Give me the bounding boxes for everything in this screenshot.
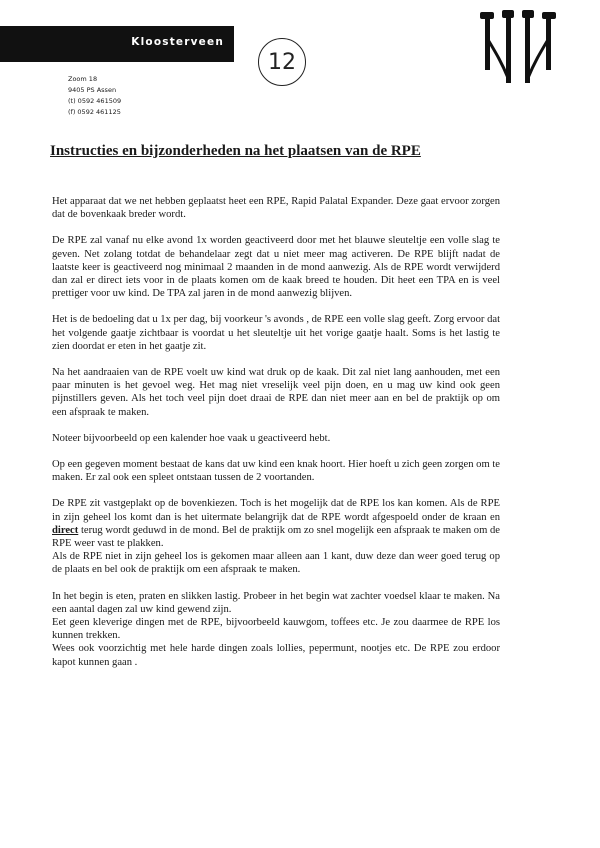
emphasis-direct: direct bbox=[52, 524, 79, 536]
paragraph-eating: In het begin is eten, praten en slikken lastig. Probeer in het begin wat zachter voedsel klaar te maken. Na een aantal dagen zal uw kind gewend zijn. bbox=[52, 590, 500, 615]
brand-banner bbox=[0, 26, 234, 62]
paragraph-intro: Het apparaat dat we net hebben geplaatst heet een RPE, Rapid Palatal Expander. Deze gaat ervoor zorgen dat de bovenkaak breder wordt. bbox=[52, 196, 500, 221]
paragraph-partial-loose: Als de RPE niet in zijn geheel los is gekomen maar alleen aan 1 kant, duw deze dan weer goed terug op de plaats en bel ook de praktijk om een afspraak te maken. bbox=[52, 551, 500, 576]
address-phone: (t) 0592 461509 bbox=[68, 97, 122, 105]
loose-rpe-text-b: terug wordt geduwd in de mond. Bel de praktijk om zo snel mogelijk een afspraak te maken om de RPE weer vast te plakken. bbox=[52, 524, 500, 550]
instructions-body bbox=[52, 195, 500, 669]
logo-icon bbox=[468, 8, 568, 88]
document-title: Instructies en bijzonderheden na het plaatsen van de RPE bbox=[50, 143, 421, 159]
paragraph-daily-turn: Het is de bedoeling dat u 1x per dag, bij voorkeur 's avonds , de RPE een volle slag geeft. Zorg ervoor dat het volgende gaatje zichtbaar is voordat u het sleuteltje uit het vorige gaatje haalt. Soms is het lastig te zien doordat er eten in het gaatje zit. bbox=[52, 314, 501, 352]
paragraph-pressure: Na het aandraaien van de RPE voelt uw kind wat druk op de kaak. Dit zal niet lang aanhouden, met een paar minuten is het gevoel weg. Het mag niet vreselijk veel pijn doen, en u mag uw kind ook geen pijnstillers geven. Als het toch veel pijn doet draai de RPE dan niet meer aan en bel de praktijk op om een afspraak te maken. bbox=[52, 367, 500, 418]
brand-name: Kloosterveen bbox=[131, 36, 224, 48]
paragraph-activation: De RPE zal vanaf nu elke avond 1x worden geactiveerd door met het blauwe sleuteltje een volle slag te geven. Net zolang totdat de behandelaar zegt dat u niet meer mag activeren. De RPE blijft nadat de laatste keer is geactiveerd nog minimaal 2 maanden in de mond aanwezig. Als de RPE wordt verwijderd dan zal er direct iets voor in de plaats komen om de kaak breed te houden. Dit heet een TPA en is veel prettiger voor uw kind. De TPA zal jaren in de mond aanwezig blijven. bbox=[52, 235, 500, 300]
paragraph-knak: Op een gegeven moment bestaat de kans dat uw kind een knak hoort. Hier hoeft u zich geen zorgen om te maken. Er zal ook een spleet ontstaan tussen de 2 voortanden. bbox=[52, 459, 500, 484]
paragraph-hard-food: Wees ook voorzichtig met hele harde dingen zoals lollies, pepermunt, nootjes etc. De RPE zou erdoor kapot kunnen gaan . bbox=[52, 643, 500, 668]
address-street: Zoom 18 bbox=[68, 75, 98, 83]
paragraph-sticky-food: Eet geen kleverige dingen met de RPE, bijvoorbeeld kauwgom, toffees etc. Je zou daarmee de RPE los kunnen trekken. bbox=[52, 617, 500, 642]
stamp-number: 12 bbox=[268, 49, 296, 75]
address-fax: (f) 0592 461125 bbox=[68, 108, 121, 116]
address-block bbox=[68, 74, 121, 118]
paragraph-loose-rpe bbox=[52, 497, 500, 550]
paragraph-calendar: Noteer bijvoorbeeld op een kalender hoe vaak u geactiveerd hebt. bbox=[52, 432, 331, 444]
page-number-stamp bbox=[258, 38, 306, 86]
loose-rpe-text-a: De RPE zit vastgeplakt op de bovenkiezen. Toch is het mogelijk dat de RPE los kan komen. Als de RPE in zijn geheel los komt dan is het uitermate belangrijk dat de RPE wordt afgespoeld onder de kraan en bbox=[52, 498, 500, 523]
address-postal: 9405 PS Assen bbox=[68, 86, 117, 94]
